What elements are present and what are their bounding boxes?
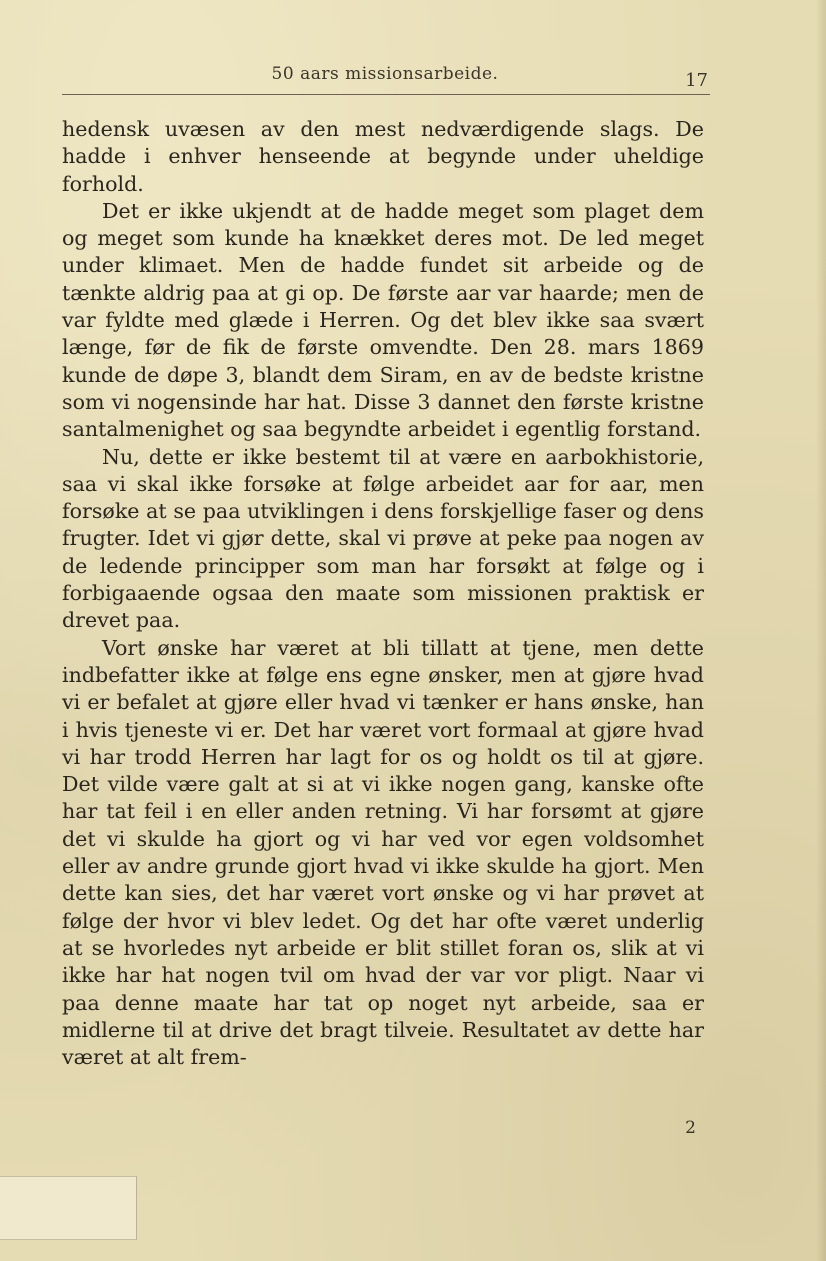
running-head <box>62 64 708 94</box>
paragraph: Nu, dette er ikke bestemt til at være en aarbokhistorie, saa vi skal ikke forsøke at følge arbeidet aar for aar, men forsøke at se paa utviklingen i dens forskjellige faser og dens frugter. Idet vi gjør dette, skal vi prøve at peke paa nogen av de ledende principper som man har forsøkt at følge og i forbigaaende ogsaa den maate som missionen praktisk er drevet paa. <box>62 444 704 633</box>
header-rule <box>62 94 710 95</box>
running-title: 50 aars missionsarbeide. <box>271 64 499 84</box>
page-edge-shadow <box>816 0 826 1261</box>
signature-mark: 2 <box>685 1118 696 1138</box>
paragraph: Vort ønske har været at bli tillatt at tjene, men dette indbefatter ikke at følge ens egne ønsker, men at gjøre hvad vi er befalet at gjøre eller hvad vi tænker er hans ønske, han i hvis tjeneste vi er. Det har været vort formaal at gjøre hvad vi har trodd Herren har lagt for os og holdt os til at gjøre. Det vilde være galt at si at vi ikke nogen gang, kanske ofte har tat feil i en eller anden retning. Vi har forsømt at gjøre det vi skulde ha gjort og vi har ved vor egen voldsomhet eller av andre grunde gjort hvad vi ikke skulde ha gjort. Men dette kan sies, det har været vort ønske og vi har prøvet at følge der hvor vi blev ledet. Og det har ofte været underlig at se hvorledes nyt arbeide er blit stillet foran os, slik at vi ikke har hat nogen tvil om hvad der var vor pligt. Naar vi paa denne maate har tat op noget nyt arbeide, saa er midlerne til at drive det bragt tilveie. Resultatet av dette har været at alt frem- <box>62 635 704 1070</box>
paragraph-continuation: hedensk uvæsen av den mest nedværdigende slags. De hadde i enhver henseende at begynde under uheldige forhold. <box>62 117 704 196</box>
body-text <box>62 116 704 1071</box>
paragraph: Det er ikke ukjendt at de hadde meget som plaget dem og meget som kunde ha knækket deres mot. De led meget under klimaet. Men de hadde fundet sit arbeide og de tænkte aldrig paa at gi op. De første aar var haarde; men de var fyldte med glæde i Herren. Og det blev ikke saa svært længe, før de fik de første omvendte. Den 28. mars 1869 kunde de døpe 3, blandt dem Siram, en av de bedste kristne som vi nogensinde har hat. Disse 3 dannet den første kristne santalmenighet og saa begyndte arbeidet i egentlig forstand. <box>62 198 704 442</box>
library-label-patch <box>0 1176 137 1240</box>
page-number: 17 <box>685 70 708 91</box>
